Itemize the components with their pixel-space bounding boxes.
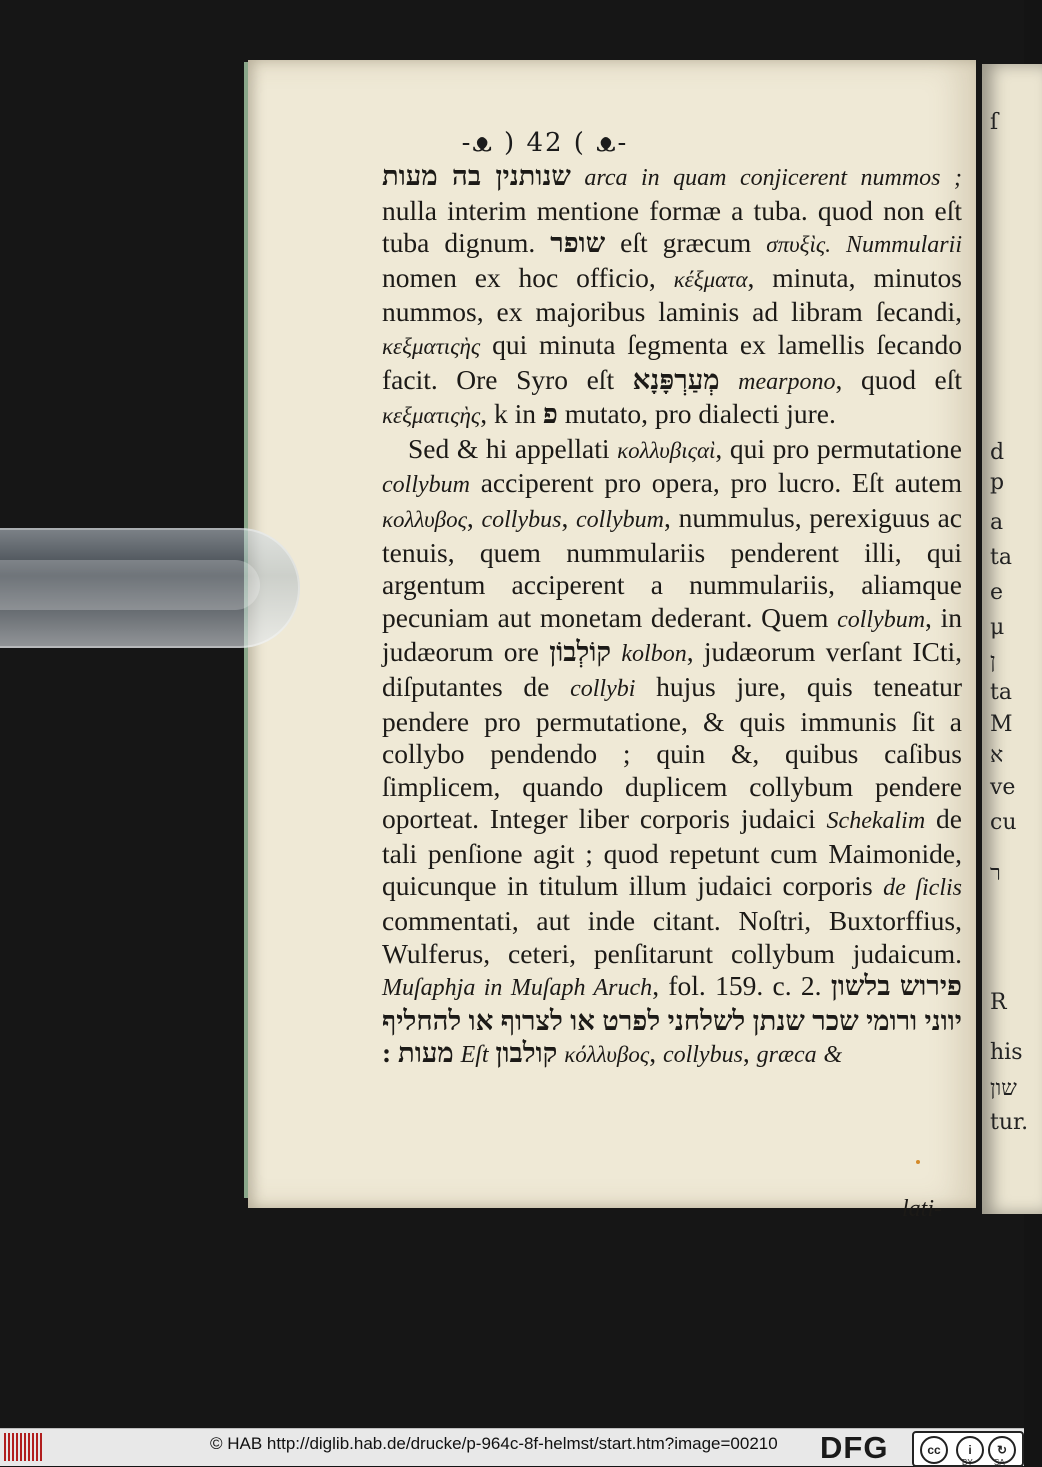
greek-text: κεξματιςὴς bbox=[382, 403, 481, 429]
next-page-fragment: a bbox=[990, 510, 1004, 535]
page-clamp bbox=[0, 528, 300, 648]
sa-icon: ↻ bbox=[988, 1436, 1016, 1464]
italic-text: arca in quam conjicerent nummos ; bbox=[570, 165, 962, 191]
body-text: , fol. 159. c. 2. bbox=[652, 970, 831, 1002]
italic-text: Muſaphja in Muſaph Aruch bbox=[382, 975, 653, 1002]
body-text: , bbox=[561, 501, 577, 533]
hebrew-text: שנותנין בה מעות bbox=[382, 160, 571, 191]
hebrew-text: מעות bbox=[398, 1037, 454, 1069]
body-text: acciperent pro opera, pro lucro. Eſt autem bbox=[469, 467, 962, 499]
italic-text: græca bbox=[756, 1042, 817, 1069]
next-page-fragment: ſ bbox=[990, 110, 999, 135]
body-text: hujus jure, quis teneatur pendere pro permutatione, & quis immunis ſit a collybo pendendo ; quin &, quibus caſibus ſimplicem, quando duplicem collybum pendere oporteat. Integer liber corporis judaici bbox=[382, 670, 962, 835]
next-page-fragment: M bbox=[990, 712, 1013, 737]
greek-text: κολλυβιςαὶ bbox=[617, 437, 716, 463]
body-text: nulla interim mentione formæ a tuba. quod non eſt tuba dignum. bbox=[382, 194, 962, 259]
next-page-fragment: ta bbox=[990, 545, 1012, 570]
body-text: , quod eſt bbox=[835, 363, 962, 395]
paragraph bbox=[382, 160, 962, 433]
body-text: de tali penſione agit ; quod repetunt cum Maimonide, quicunque in titulum illum judaici corporis bbox=[382, 803, 962, 902]
credit-link[interactable]: © HAB http://diglib.hab.de/drucke/p-964c-8f-helmst/start.htm?image=00210 bbox=[210, 1434, 778, 1453]
next-page-fragment: d bbox=[990, 440, 1005, 465]
italic-text: collybum bbox=[837, 606, 926, 633]
cc-icon: cc bbox=[920, 1436, 948, 1464]
italic-text: collybum bbox=[576, 506, 665, 533]
hebrew-text: פ bbox=[542, 398, 558, 430]
body-text: , qui pro permutatione bbox=[715, 432, 962, 464]
next-page-fragment: ve bbox=[990, 775, 1016, 800]
hebrew-text: שופר bbox=[550, 227, 606, 259]
italic-text: de ſiclis bbox=[883, 875, 962, 902]
body-text bbox=[831, 227, 846, 258]
body-text: eſt græcum bbox=[605, 227, 767, 259]
page-header: -ᴥ ) 42 ( ᴥ- bbox=[461, 128, 629, 158]
greek-text: σπυξὶς. bbox=[766, 232, 831, 258]
body-text: nomen ex hoc officio, bbox=[382, 261, 674, 293]
greek-text: κέξματα bbox=[673, 266, 748, 292]
body-text: , bbox=[742, 1037, 757, 1069]
body-text: , bbox=[649, 1037, 663, 1069]
body-text: , judæorum verſant ICti, diſputantes de bbox=[382, 636, 962, 702]
next-page-fragment: ta bbox=[990, 680, 1012, 705]
body-text: , minuta, minutos nummos, ex majoribus laminis ad libram ſecandi, bbox=[382, 261, 962, 328]
dfg-logo[interactable]: DFG bbox=[820, 1430, 889, 1465]
italic-text: collybi bbox=[570, 675, 636, 702]
greek-text: κόλλυβος bbox=[564, 1042, 650, 1068]
hebrew-text: קוֹלְבוֹן bbox=[549, 636, 612, 668]
next-page-fragment: א bbox=[990, 743, 1004, 768]
sa-label: SA bbox=[994, 1458, 1005, 1467]
next-page-fragment: μ bbox=[990, 615, 1005, 640]
next-page-fragment: R bbox=[990, 990, 1007, 1015]
body-text: Sed & hi appellati bbox=[408, 432, 618, 464]
body-text: , nummulus, perexiguus ac tenuis, quem nummulariis penderent illi, qui argentum acciperent a nummulariis, aliamque pecuniam aut monetam dederant. Quem bbox=[382, 501, 963, 633]
greek-text: κολλυβος bbox=[382, 506, 467, 532]
cc-license-badge[interactable] bbox=[912, 1431, 1024, 1467]
next-page-fragment: tur. bbox=[990, 1110, 1029, 1135]
body-text: , k in bbox=[480, 398, 543, 430]
italic-text: kolbon bbox=[621, 641, 687, 668]
body-text: , bbox=[466, 501, 482, 533]
italic-text: collybum bbox=[382, 472, 470, 499]
body-text: mutato, pro dialecti jure. bbox=[557, 398, 836, 430]
by-label: BY bbox=[962, 1458, 973, 1467]
body-text bbox=[611, 636, 621, 667]
italic-text: Eſt bbox=[460, 1042, 489, 1069]
body-text bbox=[720, 364, 739, 395]
page-text bbox=[382, 160, 962, 1072]
next-page-fragment: his bbox=[990, 1040, 1023, 1065]
next-page-fragment: ר bbox=[990, 861, 1001, 886]
next-page-fragment: שון bbox=[990, 1076, 1017, 1101]
italic-text: & bbox=[823, 1042, 843, 1069]
hebrew-text: מְעַרְפָּנָא bbox=[632, 363, 720, 395]
paragraph bbox=[382, 433, 962, 1072]
italic-text: collybus bbox=[662, 1042, 743, 1069]
by-icon: i bbox=[956, 1436, 984, 1464]
hab-barcode-logo[interactable] bbox=[4, 1433, 44, 1461]
italic-text: mearpono bbox=[738, 368, 836, 395]
body-text: commentati, aut inde citant. Noſtri, Buxtorffius, Wulferus, ceteri, penſitarunt collybum judaicum. bbox=[382, 905, 962, 969]
next-page-fragment: cu bbox=[990, 810, 1017, 835]
body-text bbox=[454, 1037, 461, 1068]
greek-text: κεξματιςὴς bbox=[382, 333, 481, 359]
hebrew-text: פירוש בלשון יווני ורומי שכר שנתן לשלחני לפרט או לצרוף או להחליף : bbox=[382, 970, 963, 1069]
paper-speck bbox=[916, 1160, 920, 1164]
body-text: , in judæorum ore bbox=[382, 601, 963, 668]
next-page-fragment: ן bbox=[990, 649, 996, 674]
italic-text: Schekalim bbox=[826, 808, 926, 835]
italic-text: Nummularii bbox=[845, 232, 962, 259]
next-page-edge bbox=[982, 64, 1042, 1214]
body-text bbox=[817, 1037, 824, 1068]
body-text: qui minuta ſegmenta ex lamellis ſecando facit. Ore Syro eſt bbox=[382, 328, 962, 395]
next-page-fragment: e bbox=[990, 580, 1004, 605]
next-page-fragment: p bbox=[990, 470, 1005, 495]
italic-text: collybus bbox=[481, 506, 562, 533]
hebrew-text: קולבון bbox=[495, 1037, 558, 1069]
catchword: lati- bbox=[902, 1196, 942, 1222]
